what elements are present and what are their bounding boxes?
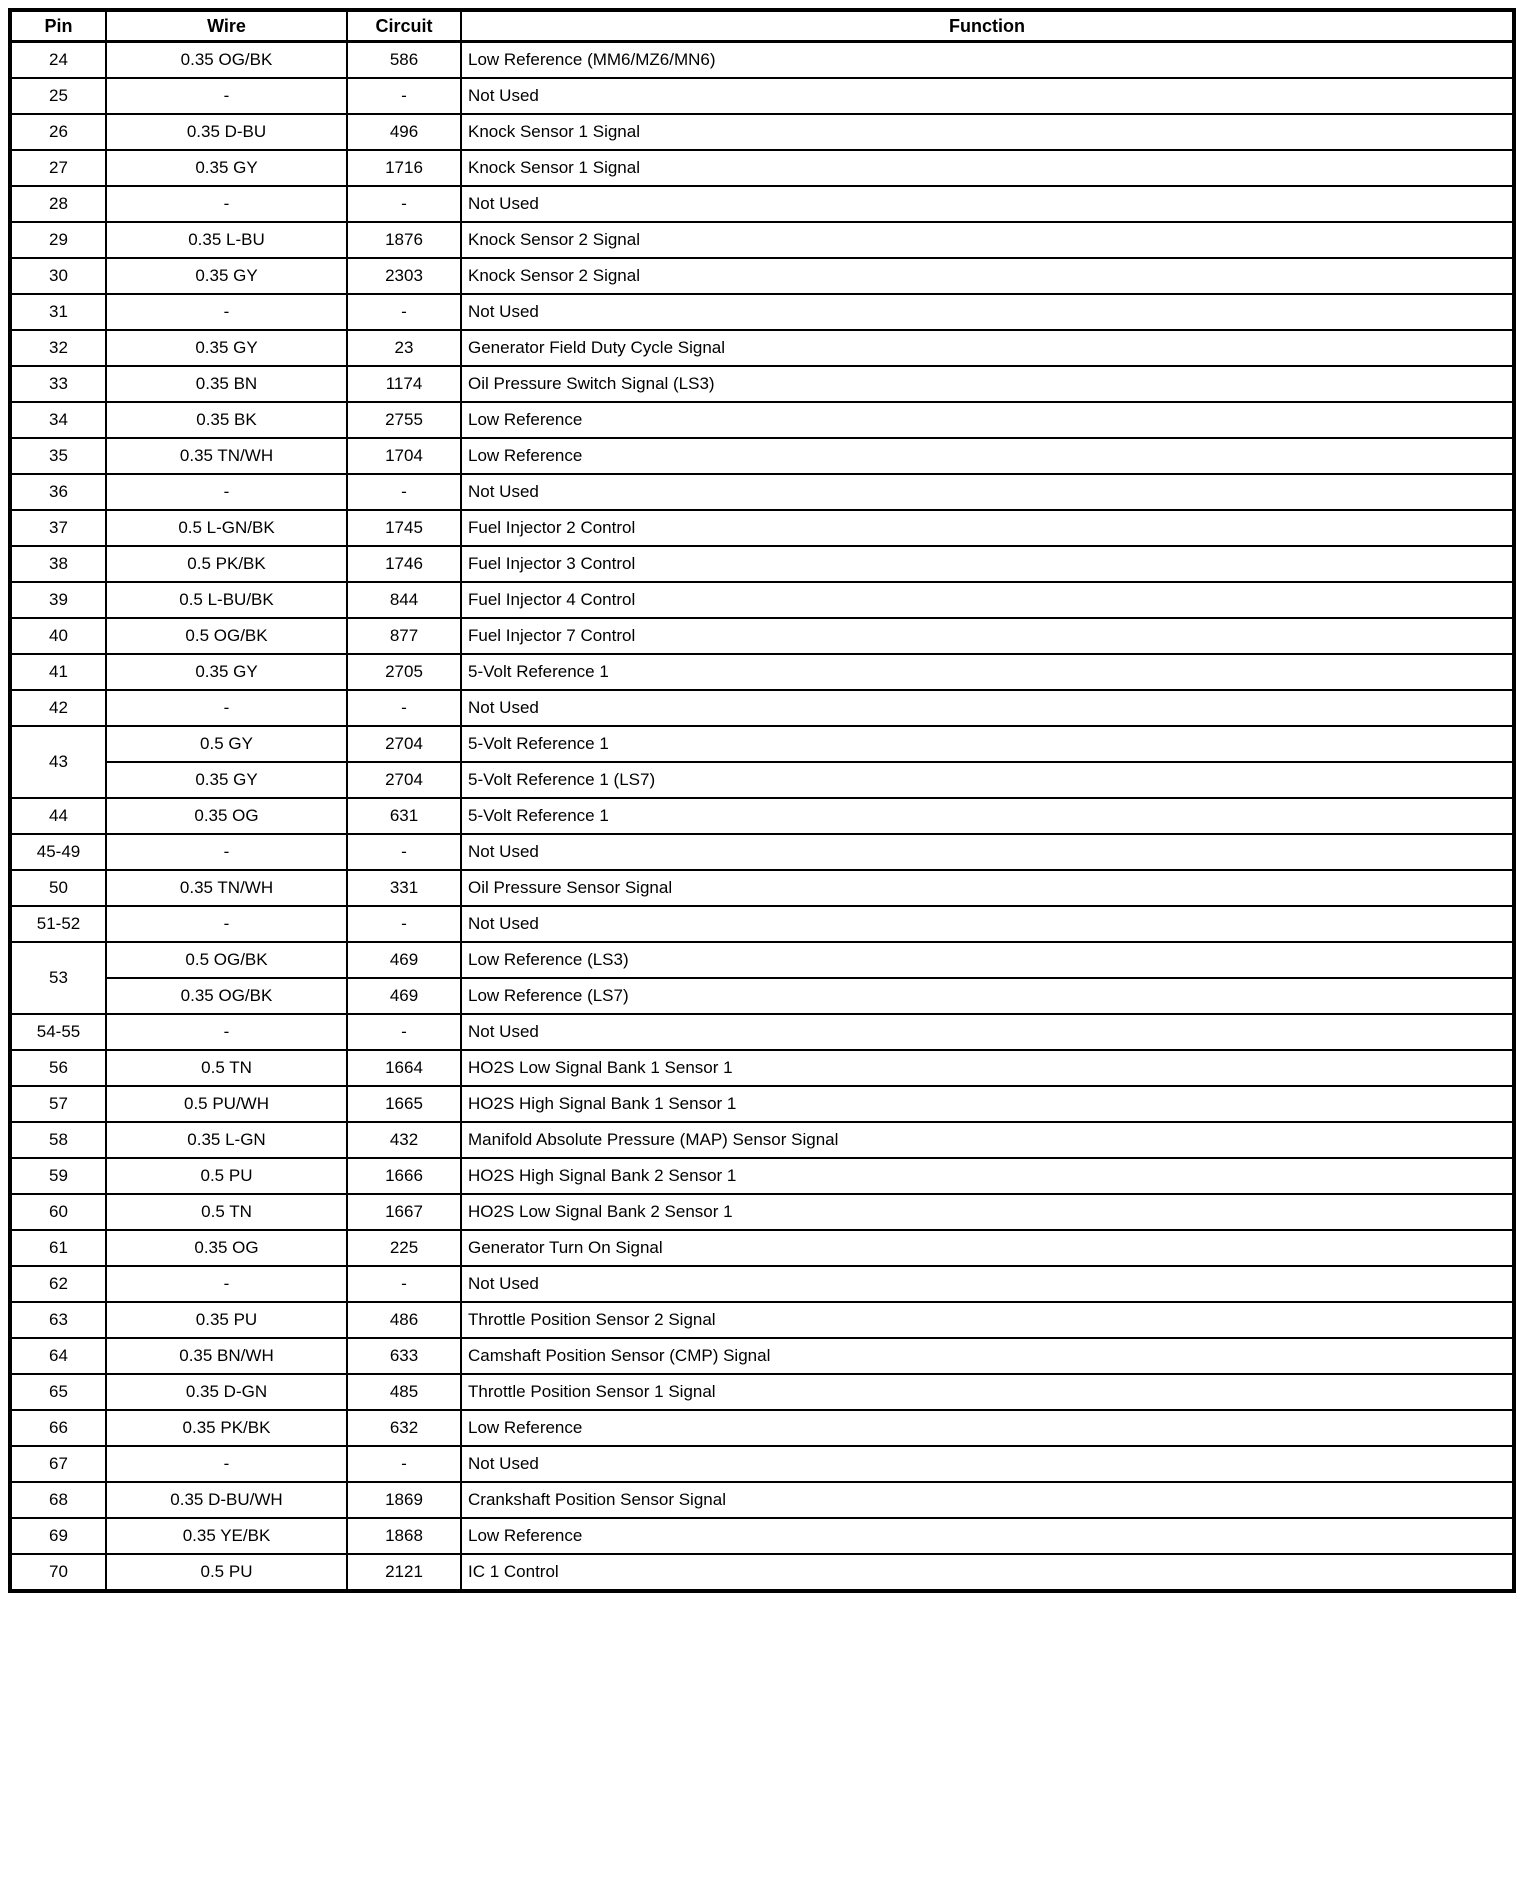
pin-cell: 50 (10, 870, 106, 906)
circuit-cell: 225 (347, 1230, 461, 1266)
wire-cell: 0.5 PU/WH (106, 1086, 347, 1122)
table-row (10, 690, 1514, 726)
wire-cell: 0.35 GY (106, 654, 347, 690)
pin-cell: 54-55 (10, 1014, 106, 1050)
pin-cell: 43 (10, 726, 106, 798)
table-row (10, 1266, 1514, 1302)
wire-cell: 0.35 TN/WH (106, 438, 347, 474)
circuit-cell: - (347, 78, 461, 114)
function-cell: Throttle Position Sensor 1 Signal (461, 1374, 1514, 1410)
function-cell: Low Reference (461, 1518, 1514, 1554)
wire-cell: 0.35 OG/BK (106, 978, 347, 1014)
pin-cell: 68 (10, 1482, 106, 1518)
function-cell: Not Used (461, 186, 1514, 222)
function-cell: Low Reference (461, 402, 1514, 438)
pin-cell: 42 (10, 690, 106, 726)
pin-cell: 57 (10, 1086, 106, 1122)
wire-cell: 0.35 OG (106, 798, 347, 834)
pin-cell: 56 (10, 1050, 106, 1086)
wire-cell: 0.35 BN/WH (106, 1338, 347, 1374)
pin-cell: 53 (10, 942, 106, 1014)
wire-cell: 0.35 D-BU/WH (106, 1482, 347, 1518)
table-row (10, 186, 1514, 222)
wire-cell: 0.35 GY (106, 330, 347, 366)
pin-cell: 38 (10, 546, 106, 582)
circuit-cell: 485 (347, 1374, 461, 1410)
pin-cell: 66 (10, 1410, 106, 1446)
circuit-cell: 1868 (347, 1518, 461, 1554)
table-row (10, 366, 1514, 402)
circuit-cell: - (347, 186, 461, 222)
function-cell: 5-Volt Reference 1 (461, 798, 1514, 834)
circuit-cell: 1667 (347, 1194, 461, 1230)
function-cell: Low Reference (LS3) (461, 942, 1514, 978)
wire-cell: 0.35 OG (106, 1230, 347, 1266)
wire-cell: 0.35 TN/WH (106, 870, 347, 906)
table-row (10, 438, 1514, 474)
table-row (10, 402, 1514, 438)
table-row (10, 1518, 1514, 1554)
function-cell: Fuel Injector 7 Control (461, 618, 1514, 654)
function-cell: Not Used (461, 690, 1514, 726)
function-cell: Not Used (461, 1446, 1514, 1482)
pin-cell: 30 (10, 258, 106, 294)
circuit-cell: 1876 (347, 222, 461, 258)
circuit-cell: 1665 (347, 1086, 461, 1122)
pin-cell: 51-52 (10, 906, 106, 942)
circuit-cell: - (347, 1266, 461, 1302)
wire-cell: - (106, 294, 347, 330)
function-cell: Low Reference (MM6/MZ6/MN6) (461, 42, 1514, 79)
wire-cell: 0.35 BK (106, 402, 347, 438)
function-cell: Not Used (461, 1266, 1514, 1302)
wire-cell: - (106, 690, 347, 726)
function-cell: HO2S High Signal Bank 2 Sensor 1 (461, 1158, 1514, 1194)
pin-cell: 64 (10, 1338, 106, 1374)
wire-cell: 0.35 D-BU (106, 114, 347, 150)
function-cell: HO2S Low Signal Bank 2 Sensor 1 (461, 1194, 1514, 1230)
pin-cell: 65 (10, 1374, 106, 1410)
table-row (10, 330, 1514, 366)
function-cell: Generator Turn On Signal (461, 1230, 1514, 1266)
function-cell: Fuel Injector 3 Control (461, 546, 1514, 582)
header-pin: Pin (10, 10, 106, 42)
circuit-cell: 2755 (347, 402, 461, 438)
function-cell: 5-Volt Reference 1 (461, 654, 1514, 690)
table-row (10, 1050, 1514, 1086)
table-row (10, 114, 1514, 150)
table-row (10, 546, 1514, 582)
table-row (10, 870, 1514, 906)
function-cell: 5-Volt Reference 1 (LS7) (461, 762, 1514, 798)
pin-cell: 67 (10, 1446, 106, 1482)
table-row (10, 906, 1514, 942)
table-row (10, 1302, 1514, 1338)
function-cell: Crankshaft Position Sensor Signal (461, 1482, 1514, 1518)
table-row (10, 582, 1514, 618)
pin-cell: 59 (10, 1158, 106, 1194)
function-cell: HO2S Low Signal Bank 1 Sensor 1 (461, 1050, 1514, 1086)
wire-cell: - (106, 1266, 347, 1302)
function-cell: Not Used (461, 78, 1514, 114)
function-cell: Low Reference (461, 438, 1514, 474)
circuit-cell: - (347, 1014, 461, 1050)
wire-cell: 0.5 PU (106, 1158, 347, 1194)
table-row (10, 618, 1514, 654)
function-cell: Knock Sensor 1 Signal (461, 150, 1514, 186)
pin-cell: 36 (10, 474, 106, 510)
table-row (10, 1410, 1514, 1446)
wire-cell: 0.5 PK/BK (106, 546, 347, 582)
circuit-cell: 1664 (347, 1050, 461, 1086)
wire-cell: 0.35 L-GN (106, 1122, 347, 1158)
circuit-cell: 632 (347, 1410, 461, 1446)
table-row (10, 942, 1514, 978)
function-cell: Not Used (461, 906, 1514, 942)
table-row (10, 1122, 1514, 1158)
circuit-cell: - (347, 1446, 461, 1482)
wire-cell: 0.5 L-BU/BK (106, 582, 347, 618)
wire-cell: 0.35 GY (106, 150, 347, 186)
table-row (10, 1086, 1514, 1122)
function-cell: IC 1 Control (461, 1554, 1514, 1591)
function-cell: Fuel Injector 2 Control (461, 510, 1514, 546)
table-row (10, 1194, 1514, 1230)
wire-cell: 0.5 TN (106, 1194, 347, 1230)
circuit-cell: 631 (347, 798, 461, 834)
pin-cell: 60 (10, 1194, 106, 1230)
pin-cell: 37 (10, 510, 106, 546)
circuit-cell: - (347, 906, 461, 942)
circuit-cell: 23 (347, 330, 461, 366)
wire-cell: 0.35 BN (106, 366, 347, 402)
pin-cell: 39 (10, 582, 106, 618)
wire-cell: 0.35 OG/BK (106, 42, 347, 79)
function-cell: Oil Pressure Switch Signal (LS3) (461, 366, 1514, 402)
header-wire: Wire (106, 10, 347, 42)
pin-cell: 24 (10, 42, 106, 79)
wire-cell: 0.35 D-GN (106, 1374, 347, 1410)
table-row (10, 1014, 1514, 1050)
circuit-cell: 432 (347, 1122, 461, 1158)
table-row (10, 726, 1514, 762)
function-cell: Not Used (461, 1014, 1514, 1050)
wire-cell: - (106, 186, 347, 222)
wire-cell: - (106, 78, 347, 114)
wire-cell: - (106, 474, 347, 510)
pin-cell: 33 (10, 366, 106, 402)
circuit-cell: - (347, 690, 461, 726)
pin-cell: 27 (10, 150, 106, 186)
wire-cell: 0.5 PU (106, 1554, 347, 1591)
table-row (10, 654, 1514, 690)
circuit-cell: 844 (347, 582, 461, 618)
table-row (10, 798, 1514, 834)
pin-cell: 26 (10, 114, 106, 150)
wire-cell: 0.35 L-BU (106, 222, 347, 258)
table-row (10, 258, 1514, 294)
pin-cell: 44 (10, 798, 106, 834)
pin-cell: 45-49 (10, 834, 106, 870)
table-row (10, 42, 1514, 79)
circuit-cell: 331 (347, 870, 461, 906)
function-cell: 5-Volt Reference 1 (461, 726, 1514, 762)
pin-cell: 63 (10, 1302, 106, 1338)
wire-cell: 0.5 L-GN/BK (106, 510, 347, 546)
pin-cell: 35 (10, 438, 106, 474)
table-row (10, 1230, 1514, 1266)
pin-cell: 34 (10, 402, 106, 438)
pin-cell: 69 (10, 1518, 106, 1554)
wire-cell: 0.35 GY (106, 762, 347, 798)
wire-cell: - (106, 906, 347, 942)
circuit-cell: 469 (347, 942, 461, 978)
table-row (10, 78, 1514, 114)
table-row (10, 1374, 1514, 1410)
circuit-cell: 1746 (347, 546, 461, 582)
circuit-cell: 1174 (347, 366, 461, 402)
wire-cell: - (106, 1014, 347, 1050)
function-cell: Not Used (461, 294, 1514, 330)
circuit-cell: 486 (347, 1302, 461, 1338)
circuit-cell: - (347, 474, 461, 510)
function-cell: Knock Sensor 1 Signal (461, 114, 1514, 150)
pin-cell: 62 (10, 1266, 106, 1302)
pin-cell: 31 (10, 294, 106, 330)
table-row (10, 834, 1514, 870)
circuit-cell: 469 (347, 978, 461, 1014)
table-row (10, 294, 1514, 330)
pin-cell: 28 (10, 186, 106, 222)
table-row (10, 762, 1514, 798)
connector-pinout-table (8, 8, 1516, 1593)
circuit-cell: 2303 (347, 258, 461, 294)
pin-cell: 58 (10, 1122, 106, 1158)
table-row (10, 1158, 1514, 1194)
function-cell: Throttle Position Sensor 2 Signal (461, 1302, 1514, 1338)
pinout-table-body (10, 42, 1514, 1592)
pin-cell: 41 (10, 654, 106, 690)
function-cell: Manifold Absolute Pressure (MAP) Sensor Signal (461, 1122, 1514, 1158)
pin-cell: 25 (10, 78, 106, 114)
circuit-cell: 2705 (347, 654, 461, 690)
header-circuit: Circuit (347, 10, 461, 42)
table-row (10, 1446, 1514, 1482)
header-function: Function (461, 10, 1514, 42)
wire-cell: 0.5 TN (106, 1050, 347, 1086)
circuit-cell: 1745 (347, 510, 461, 546)
function-cell: Knock Sensor 2 Signal (461, 258, 1514, 294)
wire-cell: - (106, 834, 347, 870)
table-row (10, 1482, 1514, 1518)
table-row (10, 1554, 1514, 1591)
table-header-row (10, 10, 1514, 42)
circuit-cell: 1666 (347, 1158, 461, 1194)
wire-cell: 0.5 GY (106, 726, 347, 762)
table-row (10, 510, 1514, 546)
function-cell: Not Used (461, 834, 1514, 870)
function-cell: Generator Field Duty Cycle Signal (461, 330, 1514, 366)
table-row (10, 1338, 1514, 1374)
circuit-cell: 1704 (347, 438, 461, 474)
pin-cell: 40 (10, 618, 106, 654)
circuit-cell: 2704 (347, 726, 461, 762)
table-row (10, 222, 1514, 258)
wire-cell: 0.5 OG/BK (106, 618, 347, 654)
table-row (10, 978, 1514, 1014)
circuit-cell: 496 (347, 114, 461, 150)
circuit-cell: 586 (347, 42, 461, 79)
function-cell: Oil Pressure Sensor Signal (461, 870, 1514, 906)
circuit-cell: 1869 (347, 1482, 461, 1518)
circuit-cell: 1716 (347, 150, 461, 186)
function-cell: Camshaft Position Sensor (CMP) Signal (461, 1338, 1514, 1374)
function-cell: HO2S High Signal Bank 1 Sensor 1 (461, 1086, 1514, 1122)
function-cell: Not Used (461, 474, 1514, 510)
pin-cell: 29 (10, 222, 106, 258)
function-cell: Low Reference (461, 1410, 1514, 1446)
circuit-cell: 2704 (347, 762, 461, 798)
wire-cell: 0.5 OG/BK (106, 942, 347, 978)
function-cell: Low Reference (LS7) (461, 978, 1514, 1014)
circuit-cell: 633 (347, 1338, 461, 1374)
table-row (10, 474, 1514, 510)
wire-cell: - (106, 1446, 347, 1482)
pin-cell: 61 (10, 1230, 106, 1266)
wire-cell: 0.35 PU (106, 1302, 347, 1338)
circuit-cell: - (347, 834, 461, 870)
wire-cell: 0.35 PK/BK (106, 1410, 347, 1446)
circuit-cell: - (347, 294, 461, 330)
function-cell: Knock Sensor 2 Signal (461, 222, 1514, 258)
pin-cell: 70 (10, 1554, 106, 1591)
wire-cell: 0.35 YE/BK (106, 1518, 347, 1554)
pin-cell: 32 (10, 330, 106, 366)
function-cell: Fuel Injector 4 Control (461, 582, 1514, 618)
wire-cell: 0.35 GY (106, 258, 347, 294)
circuit-cell: 2121 (347, 1554, 461, 1591)
table-row (10, 150, 1514, 186)
circuit-cell: 877 (347, 618, 461, 654)
